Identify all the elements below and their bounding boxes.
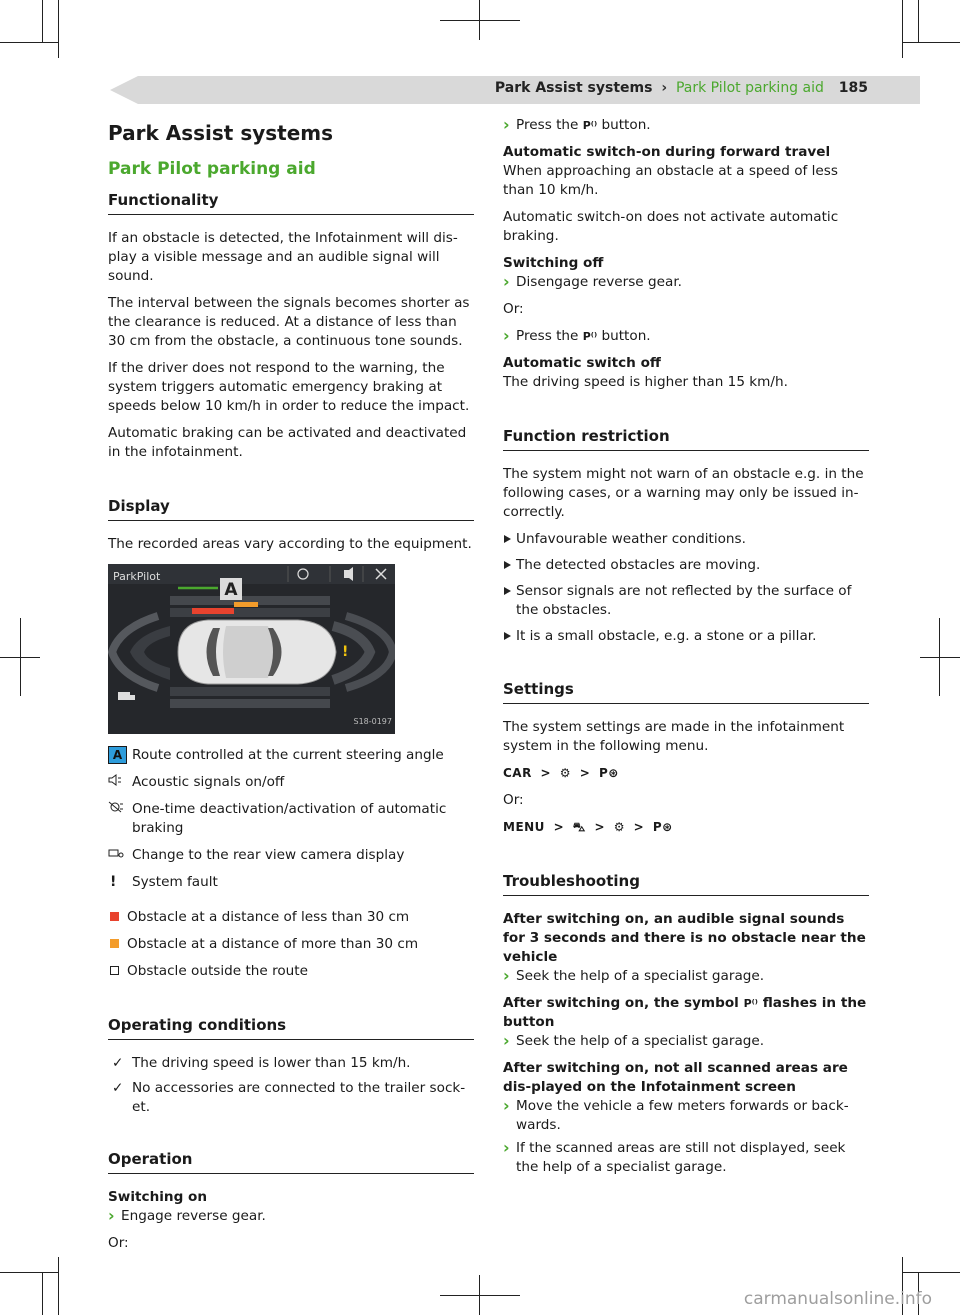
switching-on-label: Switching on (108, 1189, 208, 1205)
zone-item (108, 908, 474, 927)
legend-text: One-time deactivation/activation of automatic braking (132, 801, 447, 836)
header-subsection: Park Pilot parking aid (675, 80, 824, 96)
step-text: button. (601, 328, 651, 344)
parkpilot-figure (108, 564, 395, 734)
crop-mark (902, 42, 960, 43)
trouble-question: After switching on, an audible signal sounds for 3 seconds and there is no obstacle near the vehicle (503, 911, 866, 965)
settings-heading: Settings (503, 679, 869, 704)
crop-mark (0, 1272, 58, 1273)
header-separator: › (661, 80, 668, 96)
step-item: › Seek the help of a specialist garage. (503, 1032, 869, 1051)
paragraph: If an obstacle is detected, the Infotainment will dis-play a visible message and an audible signal will sound. (108, 230, 458, 284)
conditions-heading: Operating conditions (108, 1015, 474, 1040)
menu-arrow: > (540, 766, 552, 780)
condition-item: ✓ No accessories are connected to the trailer sock-et. (108, 1079, 474, 1117)
paragraph: Automatic braking can be activated and deactivated in the infotainment. (108, 425, 467, 460)
red-zone-swatch (110, 912, 119, 921)
step-item (503, 116, 869, 135)
paragraph: The interval between the signals becomes shorter as the clearance is reduced. At a distance of less than 30 cm from the obstacle, a continuous tone sounds. (108, 295, 470, 349)
route-label-a: A (108, 746, 127, 764)
section-title: Park Pilot parking aid (108, 159, 316, 179)
legend-item (108, 746, 474, 765)
zone-text: Obstacle at a distance of more than 30 cm (127, 936, 419, 952)
menu-arrow: > (594, 820, 605, 834)
functionality-heading: Functionality (108, 190, 474, 215)
crop-mark (440, 1295, 520, 1296)
legend-item (108, 846, 474, 865)
park-button-icon: P⁽⁾ (743, 997, 758, 1010)
menu-label: MENU (503, 820, 545, 834)
crop-mark (58, 1257, 59, 1315)
paragraph: The system settings are made in the infotainment system in the following menu. (503, 719, 845, 754)
trouble-question: After switching on, not all scanned areas are dis-played on the Infotainment screen (503, 1060, 848, 1095)
paragraph: The driving speed is higher than 15 km/h. (503, 374, 788, 390)
menu-path (503, 818, 869, 837)
step-text: Press the (516, 328, 579, 344)
brake-icon (108, 800, 128, 819)
park-assist-icon: P⊛ (598, 766, 619, 780)
page-title: Park Assist systems (108, 121, 334, 145)
restriction-item: It is a small obstacle, e.g. a stone or a pillar. (503, 627, 869, 646)
paragraph: The system might not warn of an obstacle e.g. in the following cases, or a warning may only be issued in-correctly. (503, 466, 864, 520)
auto-on-heading: Automatic switch-on during forward travel (503, 144, 831, 160)
zone-item (108, 962, 474, 981)
zone-text: Obstacle outside the route (127, 963, 308, 979)
right-column (503, 116, 869, 1185)
paragraph: Automatic switch-on does not activate automatic braking. (503, 209, 839, 244)
legend-text: System fault (132, 874, 218, 890)
crop-mark (902, 1272, 960, 1273)
zone-text: Obstacle at a distance of less than 30 cm (127, 909, 410, 925)
menu-arrow: > (633, 820, 645, 834)
display-heading: Display (108, 496, 474, 521)
step-item: › Engage reverse gear. (108, 1207, 474, 1226)
speaker-icon (108, 773, 128, 792)
crop-mark (0, 42, 58, 43)
menu-path (503, 764, 869, 783)
restriction-heading: Function restriction (503, 426, 869, 451)
park-button-icon: P⁽⁾ (582, 330, 598, 343)
car-menu-label: CAR (503, 766, 532, 780)
legend-text: Change to the rear view camera display (132, 847, 405, 863)
legend-text: Route controlled at the current steering angle (132, 747, 444, 763)
menu-arrow: > (553, 820, 565, 834)
header-section: Park Assist systems (494, 80, 653, 96)
step-item: › Disengage reverse gear. (503, 273, 869, 292)
paragraph: When approaching an obstacle at a speed of less than 10 km/h. (503, 163, 838, 198)
outline-zone-swatch (110, 966, 119, 975)
restriction-item: Sensor signals are not reflected by the surface of the obstacles. (503, 582, 869, 620)
legend-text: Acoustic signals on/off (132, 774, 285, 790)
paragraph: The recorded areas vary according to the equipment. (108, 536, 472, 552)
zone-item (108, 935, 474, 954)
operation-heading: Operation (108, 1149, 474, 1174)
step-text: button. (601, 117, 651, 133)
trouble-question (503, 994, 869, 1032)
or-text: Or: (503, 301, 524, 317)
settings-gear-icon: ⚙ (559, 766, 572, 780)
paragraph: If the driver does not respond to the warning, the system triggers automatic emergency braking at speeds below 10 km/h in order to reduce the impact. (108, 360, 470, 414)
watermark: carmanualsonline.info (743, 1289, 932, 1309)
figure-label-a: A (224, 580, 238, 600)
parkpilot-illustration (108, 564, 395, 734)
figure-warning-icon: ! (342, 644, 349, 660)
crop-mark (58, 0, 59, 58)
left-column (108, 116, 474, 1261)
crop-mark (0, 657, 40, 658)
figure-code: S18-0197 (353, 717, 392, 726)
crop-mark (42, 0, 43, 42)
figure-title: ParkPilot (113, 570, 161, 583)
park-assist-icon: P⊛ (652, 820, 673, 834)
legend-item (108, 800, 474, 838)
question-text: After switching on, the symbol (503, 995, 739, 1011)
step-item: › If the scanned areas are still not displayed, seek the help of a specialist garage. (503, 1139, 869, 1177)
condition-item: ✓ The driving speed is lower than 15 km/h. (108, 1054, 474, 1073)
auto-off-heading: Automatic switch off (503, 355, 661, 371)
restriction-item: The detected obstacles are moving. (503, 556, 869, 575)
question-text: flashes in the button (503, 995, 867, 1030)
step-item: › Seek the help of a specialist garage. (503, 967, 869, 986)
settings-gear-icon: ⚙ (613, 820, 625, 834)
crop-mark (918, 0, 919, 42)
car-icon: ⛍ (572, 820, 586, 834)
crop-mark (920, 657, 960, 658)
restriction-item: Unfavourable weather conditions. (503, 530, 869, 549)
orange-zone-swatch (110, 939, 119, 948)
running-header (495, 80, 868, 96)
step-item: › Move the vehicle a few meters forwards or back-wards. (503, 1097, 869, 1135)
page-number: 185 (838, 80, 868, 96)
troubleshooting-heading: Troubleshooting (503, 871, 869, 896)
step-text: Press the (516, 117, 579, 133)
crop-mark (902, 0, 903, 58)
fault-icon: ! (110, 874, 117, 890)
legend-item (108, 773, 474, 792)
or-text: Or: (503, 792, 524, 808)
crop-mark (42, 1273, 43, 1315)
or-text: Or: (108, 1235, 129, 1251)
crop-mark (440, 20, 520, 21)
step-item (503, 327, 869, 346)
menu-arrow: > (579, 766, 591, 780)
legend-item (108, 873, 474, 892)
switching-off-label: Switching off (503, 255, 604, 271)
camera-icon (108, 846, 128, 865)
park-button-icon: P⁽⁾ (582, 119, 598, 132)
